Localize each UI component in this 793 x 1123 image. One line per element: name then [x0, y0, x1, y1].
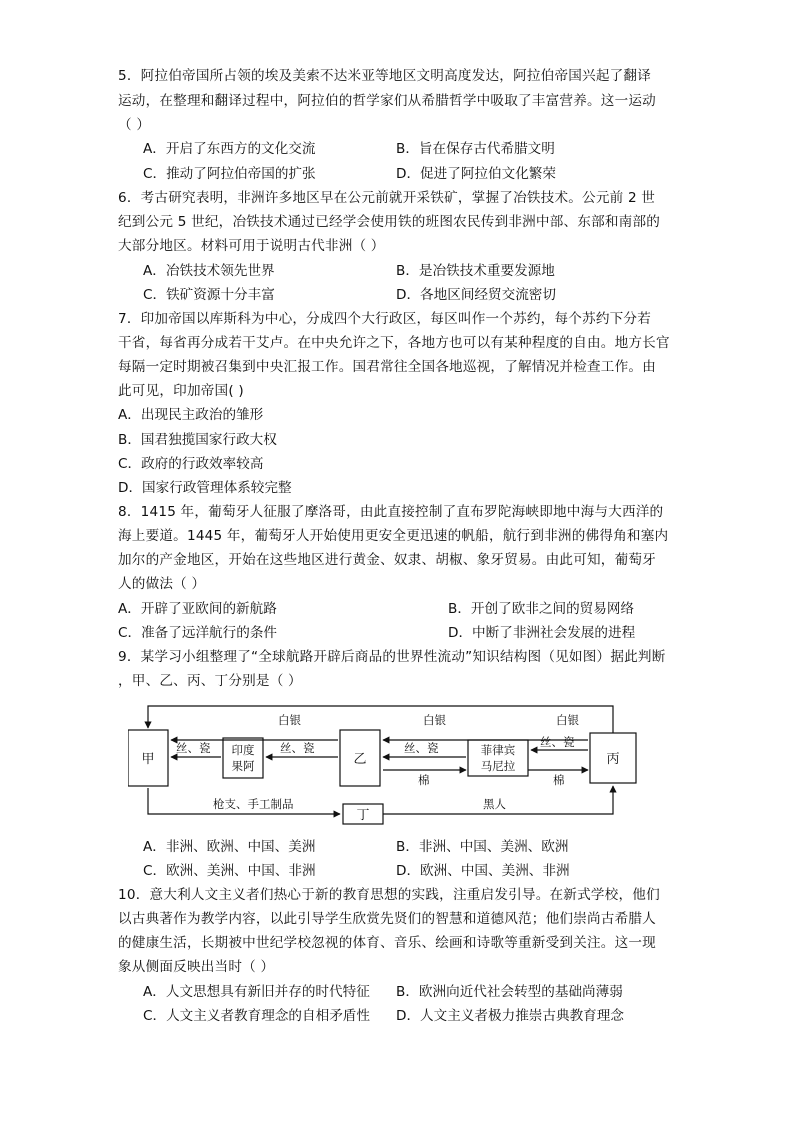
question-text-line: （ ）	[118, 117, 151, 133]
flow-label-silver: 白银	[278, 713, 301, 727]
option-b[interactable]: B．非洲、中国、美洲、欧洲	[396, 839, 569, 855]
question-text-line: 以古典著作为教学内容，以此引导学生欣赏先贤们的智慧和道德风范；他们崇尚古希腊人	[118, 911, 656, 927]
node-manila-label-1: 菲律宾	[480, 743, 516, 757]
question-text-line: 纪到公元 5 世纪，冶铁技术通过已经学会使用铁的班图农民传到非洲中部、东部和南部的	[118, 214, 661, 230]
option-a[interactable]: A．出现民主政治的雏形	[118, 407, 264, 423]
flow-label-silver: 白银	[423, 713, 446, 727]
question-text-line: 加尔的产金地区，开始在这些地区进行黄金、奴隶、胡椒、象牙贸易。由此可知，葡萄牙	[118, 552, 656, 568]
flow-label-silk: 丝、瓷	[540, 735, 575, 749]
option-d[interactable]: D．国家行政管理体系较完整	[118, 480, 292, 496]
option-d[interactable]: D．促进了阿拉伯文化繁荣	[396, 166, 556, 182]
option-a[interactable]: A．开辟了亚欧间的新航路	[118, 601, 277, 617]
option-c[interactable]: C．准备了远洋航行的条件	[118, 625, 278, 641]
question-text-line: 8．1415 年，葡萄牙人征服了摩洛哥，由此直接控制了直布罗陀海峡即地中海与大西洋的	[118, 504, 664, 520]
flow-label-silk: 丝、瓷	[176, 741, 211, 755]
question-text-line: 运动，在整理和翻译过程中，阿拉伯的哲学家们从希腊哲学中吸取了丰富营养。这一运动	[118, 93, 656, 109]
question-text-line: 7．印加帝国以库斯科为中心，分成四个大行政区，每区叫作一个苏约，每个苏约下分若	[118, 311, 652, 327]
flow-label-silk: 丝、瓷	[280, 741, 315, 755]
node-yi-label: 乙	[353, 752, 367, 767]
flow-label-silver: 白银	[556, 713, 579, 727]
question-text-line: 海上要道。1445 年，葡萄牙人开始使用更安全更迅速的帆船，航行到非洲的佛得角和塞内	[118, 528, 669, 544]
node-bing-label: 丙	[606, 752, 620, 767]
option-b[interactable]: B．是冶铁技术重要发源地	[396, 263, 555, 279]
flow-label-guns: 枪支、手工制品	[213, 797, 294, 811]
node-goa-label-1: 印度	[231, 743, 255, 757]
flow-label-cotton: 棉	[553, 773, 565, 787]
option-c[interactable]: C．铁矿资源十分丰富	[143, 287, 275, 303]
option-b[interactable]: B．旨在保存古代希腊文明	[396, 141, 555, 157]
question-text-line: 9．某学习小组整理了“全球航路开辟后商品的世界性流动”知识结构图（见如图）据此判断	[118, 649, 666, 665]
option-b[interactable]: B．欧洲向近代社会转型的基础尚薄弱	[396, 984, 623, 1000]
option-a[interactable]: A．冶铁技术领先世界	[143, 263, 275, 279]
option-a[interactable]: A．人文思想具有新旧并存的时代特征	[143, 984, 370, 1000]
option-d[interactable]: D．中断了非洲社会发展的进程	[448, 625, 636, 641]
option-c[interactable]: C．政府的行政效率较高	[118, 456, 264, 472]
node-jia-label: 甲	[141, 752, 155, 767]
option-a[interactable]: A．非洲、欧洲、中国、美洲	[143, 839, 316, 855]
question-text-line: 干省，每省再分成若干艾卢。在中央允许之下，各地方也可以有某种程度的自由。地方长官	[118, 335, 670, 351]
flow-label-silk: 丝、瓷	[404, 741, 439, 755]
question-text-line: 的健康生活，长期被中世纪学校忽视的体育、音乐、绘画和诗歌等重新受到关注。这一现	[118, 935, 656, 951]
question-text-line: 大部分地区。材料可用于说明古代非洲（ ）	[118, 238, 385, 254]
question-text-line: 每隔一定时期被召集到中央汇报工作。国君常往全国各地巡视，了解情况并检查工作。由	[118, 359, 656, 375]
option-d[interactable]: D．欧洲、中国、美洲、非洲	[396, 863, 570, 879]
node-goa-label-2: 果阿	[231, 759, 255, 773]
commodity-flow-diagram	[128, 700, 648, 830]
flow-label-cotton: 棉	[418, 773, 430, 787]
question-text-line: ，甲、乙、丙、丁分别是（ ）	[118, 673, 302, 689]
question-text-line: 此可见，印加帝国( )	[118, 383, 244, 399]
node-ding-label: 丁	[356, 808, 370, 823]
flow-label-blacks: 黑人	[483, 797, 506, 811]
node-manila-label-2: 马尼拉	[480, 759, 516, 773]
option-c[interactable]: C．推动了阿拉伯帝国的扩张	[143, 166, 316, 182]
option-d[interactable]: D．人文主义者极力推崇古典教育理念	[396, 1008, 624, 1024]
option-d[interactable]: D．各地区间经贸交流密切	[396, 287, 556, 303]
option-a[interactable]: A．开启了东西方的文化交流	[143, 141, 316, 157]
option-b[interactable]: B．国君独揽国家行政大权	[118, 432, 277, 448]
option-c[interactable]: C．人文主义者教育理念的自相矛盾性	[143, 1008, 370, 1024]
question-text-line: 人的做法（ ）	[118, 576, 206, 592]
option-c[interactable]: C．欧洲、美洲、中国、非洲	[143, 863, 316, 879]
question-text-line: 象从侧面反映出当时（ ）	[118, 959, 275, 975]
question-text-line: 6．考古研究表明，非洲许多地区早在公元前就开采铁矿，掌握了冶铁技术。公元前 2 世	[118, 190, 656, 206]
question-text-line: 5．阿拉伯帝国所占领的埃及美索不达米亚等地区文明高度发达，阿拉伯帝国兴起了翻译	[118, 68, 652, 84]
question-text-line: 10．意大利人文主义者们热心于新的教育思想的实践，注重启发引导。在新式学校，他们	[118, 887, 660, 903]
option-b[interactable]: B．开创了欧非之间的贸易网络	[448, 601, 635, 617]
